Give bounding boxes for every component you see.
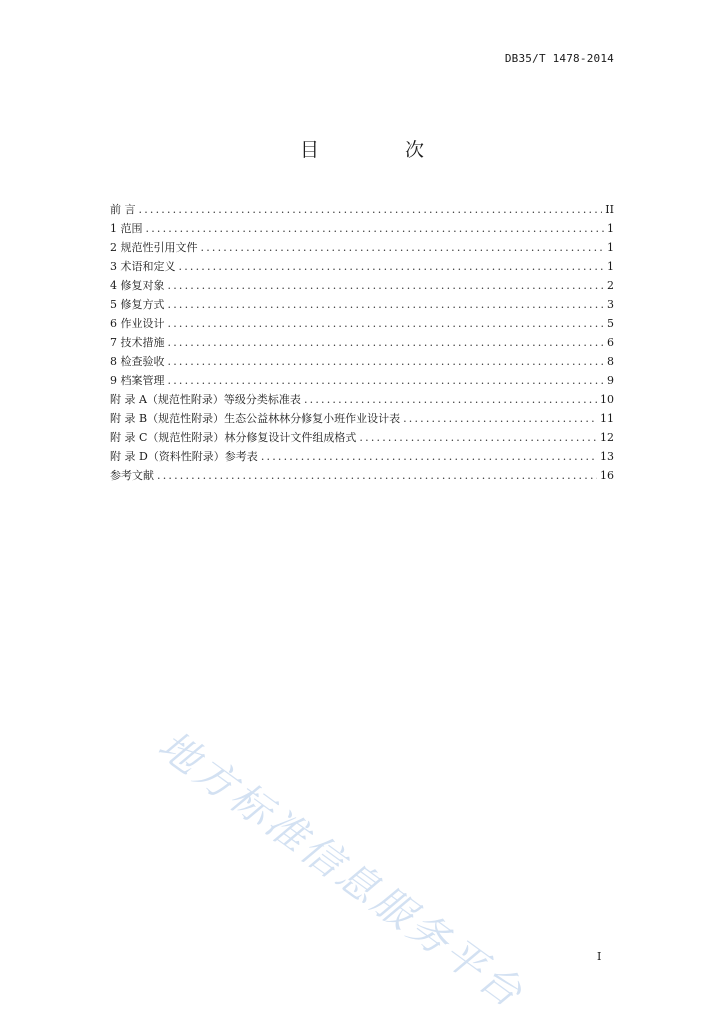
document-code: DB35/T 1478-2014 xyxy=(504,52,614,65)
toc-entry-label: 附 录 A（规范性附录）等级分类标准表 xyxy=(110,393,301,406)
toc-entry-label: 前 言 xyxy=(110,203,136,216)
toc-entry[interactable] xyxy=(110,390,614,409)
toc-entry[interactable] xyxy=(110,371,614,390)
toc-entry-page: 5 xyxy=(607,317,614,330)
toc-list xyxy=(110,200,614,485)
toc-entry-page: II xyxy=(605,203,614,216)
toc-entry-label: 附 录 C（规范性附录）林分修复设计文件组成格式 xyxy=(110,431,357,444)
toc-entry-page: 2 xyxy=(607,279,614,292)
page-number: I xyxy=(597,950,602,963)
toc-entry[interactable] xyxy=(110,257,614,276)
toc-leader-dots xyxy=(261,447,597,466)
toc-entry-page: 13 xyxy=(600,450,614,463)
toc-entry[interactable] xyxy=(110,428,614,447)
toc-leader-dots xyxy=(168,371,605,390)
toc-entry[interactable] xyxy=(110,466,614,485)
toc-entry[interactable] xyxy=(110,276,614,295)
toc-entry-page: 11 xyxy=(600,412,614,425)
toc-leader-dots xyxy=(146,219,605,238)
toc-entry-label: 附 录 B（规范性附录）生态公益林林分修复小班作业设计表 xyxy=(110,412,401,425)
toc-leader-dots xyxy=(168,276,605,295)
toc-entry[interactable] xyxy=(110,200,614,219)
toc-entry-page: 6 xyxy=(607,336,614,349)
toc-leader-dots xyxy=(157,466,597,485)
toc-entry-page: 3 xyxy=(607,298,614,311)
toc-entry-page: 9 xyxy=(607,374,614,387)
toc-leader-dots xyxy=(403,409,597,428)
toc-entry-page: 1 xyxy=(607,241,614,254)
toc-leader-dots xyxy=(304,390,597,409)
toc-leader-dots xyxy=(179,257,605,276)
toc-entry-label: 2 规范性引用文件 xyxy=(110,241,198,254)
toc-entry-label: 5 修复方式 xyxy=(110,298,165,311)
toc-entry[interactable] xyxy=(110,333,614,352)
toc-entry[interactable] xyxy=(110,238,614,257)
toc-entry-page: 8 xyxy=(607,355,614,368)
toc-leader-dots xyxy=(168,314,605,333)
toc-leader-dots xyxy=(168,333,605,352)
toc-entry-label: 7 技术措施 xyxy=(110,336,165,349)
toc-leader-dots xyxy=(139,200,603,219)
toc-leader-dots xyxy=(359,428,597,447)
toc-leader-dots xyxy=(168,295,605,314)
toc-entry[interactable] xyxy=(110,295,614,314)
watermark: 地方标准信息服务平台 xyxy=(149,722,533,1019)
toc-entry-page: 10 xyxy=(600,393,614,406)
toc-entry-label: 附 录 D（资料性附录）参考表 xyxy=(110,450,258,463)
toc-entry-page: 12 xyxy=(600,431,614,444)
toc-entry[interactable] xyxy=(110,352,614,371)
toc-entry[interactable] xyxy=(110,447,614,466)
toc-entry-page: 1 xyxy=(607,260,614,273)
toc-leader-dots xyxy=(201,238,605,257)
toc-entry-label: 1 范围 xyxy=(110,222,143,235)
toc-entry-page: 1 xyxy=(607,222,614,235)
toc-entry-label: 9 档案管理 xyxy=(110,374,165,387)
toc-entry[interactable] xyxy=(110,314,614,333)
toc-entry-page: 16 xyxy=(600,469,614,482)
toc-title: 目 次 xyxy=(299,139,465,161)
toc-entry[interactable] xyxy=(110,409,614,428)
toc-entry-label: 参考文献 xyxy=(110,469,154,482)
toc-entry-label: 8 检查验收 xyxy=(110,355,165,368)
toc-entry-label: 4 修复对象 xyxy=(110,279,165,292)
toc-entry-label: 3 术语和定义 xyxy=(110,260,176,273)
toc-entry[interactable] xyxy=(110,219,614,238)
toc-leader-dots xyxy=(168,352,605,371)
toc-entry-label: 6 作业设计 xyxy=(110,317,165,330)
